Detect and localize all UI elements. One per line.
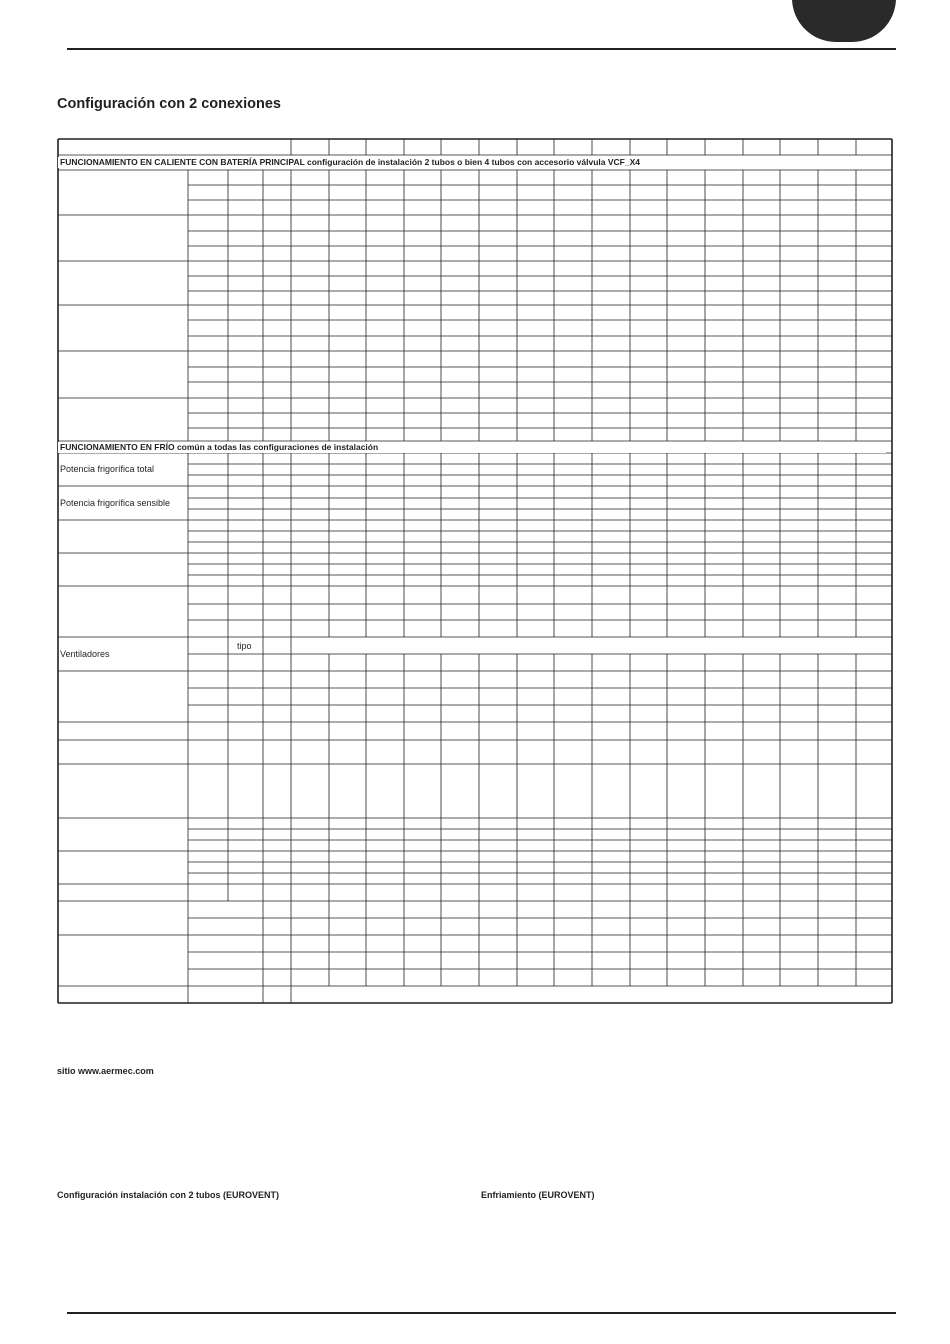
footer-cooling-label: Enfriamiento (EUROVENT) <box>481 1190 595 1200</box>
footer-rule <box>67 1312 896 1314</box>
row-label-total-cooling: Potencia frigorífica total <box>60 464 155 474</box>
heating-section-header: FUNCIONAMIENTO EN CALIENTE CON BATERÍA PRINCIPAL configuración de instalación 2 tubos o bien 4 tubos con accesorio válvula VCF_X4 <box>58 157 886 168</box>
cooling-section-header: FUNCIONAMIENTO EN FRÍO común a todas las configuraciones de instalación <box>58 442 886 453</box>
row-label-fans: Ventiladores <box>60 649 110 659</box>
footer-site-link[interactable]: sitio www.aermec.com <box>57 1066 154 1076</box>
fan-type-label: tipo <box>237 641 252 651</box>
section-title: Configuración con 2 conexiones <box>57 96 281 112</box>
row-label-sensible-cooling: Potencia frigorífica sensible <box>60 498 171 508</box>
footer-two-pipe-label: Configuración instalación con 2 tubos (EUROVENT) <box>57 1190 280 1200</box>
